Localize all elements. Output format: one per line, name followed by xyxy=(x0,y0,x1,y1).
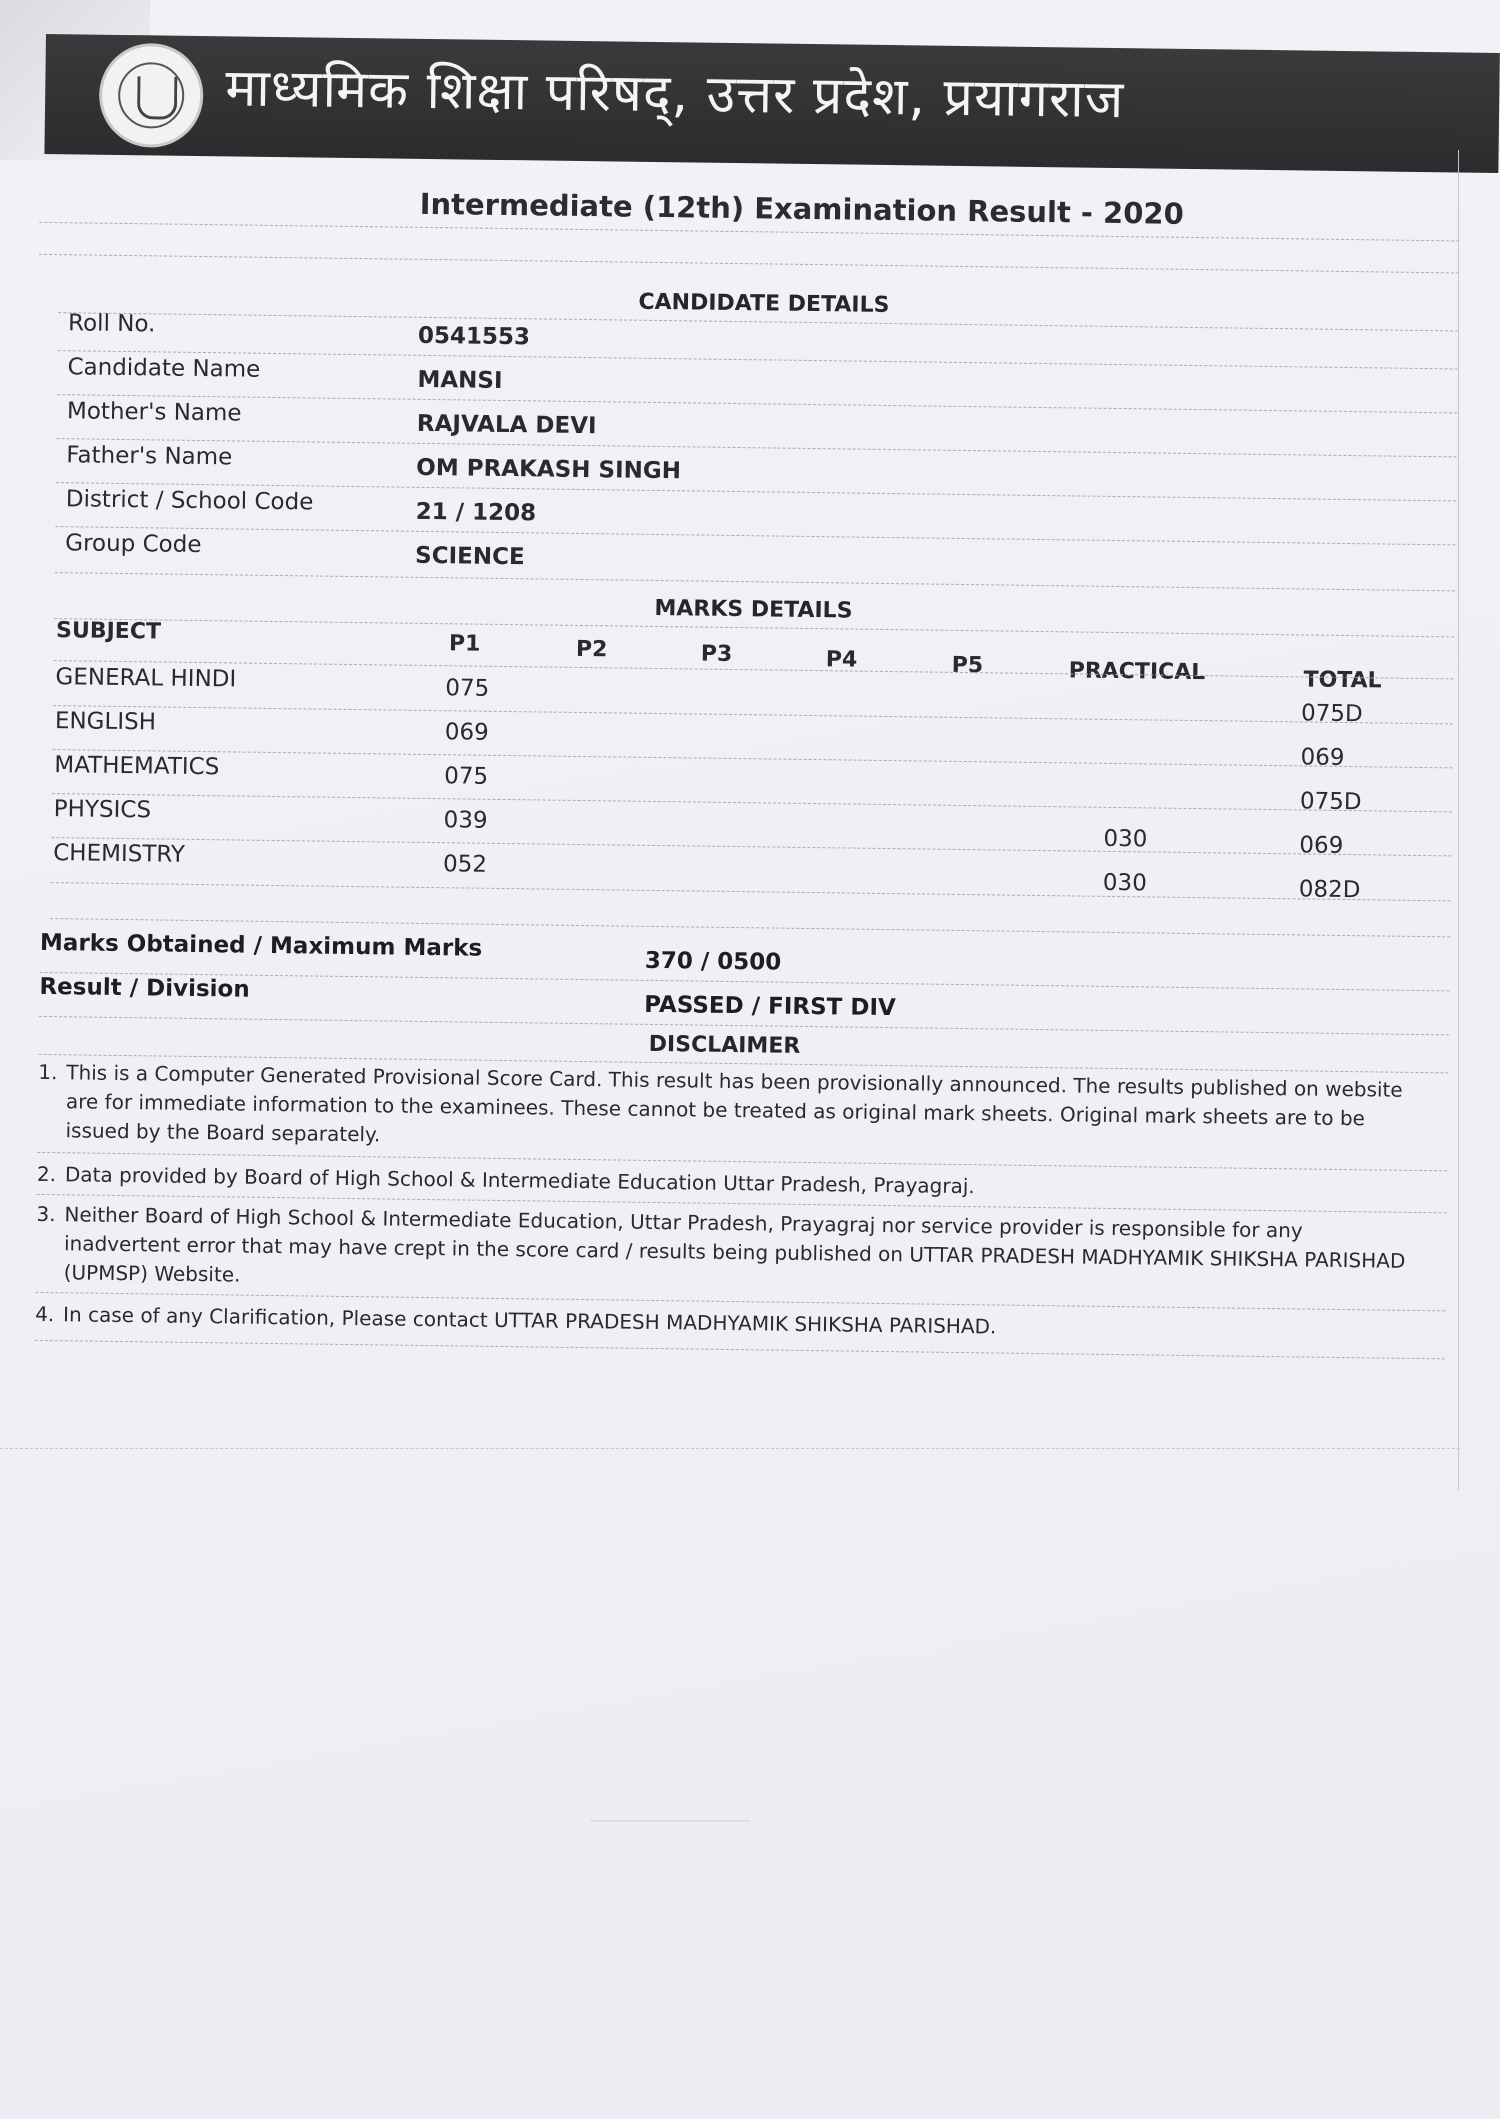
faint-signature-mark xyxy=(590,1720,750,1822)
practical-cell: 030 xyxy=(1103,825,1148,853)
subject-cell: PHYSICS xyxy=(53,796,152,824)
divider xyxy=(52,793,1452,812)
p1-cell: 075 xyxy=(445,675,490,702)
divider xyxy=(58,350,1458,369)
result-division-label: Result / Division xyxy=(39,973,250,1003)
disclaimer-text: This is a Computer Generated Provisional Score Card. This result has been provisionally announced. The results published on website are for immediate information to the examinees. These cannot be treated as original mark sheets. Original mark sheets are to be issued by the Board separately. xyxy=(65,1060,1403,1147)
mother-name-value: RAJVALA DEVI xyxy=(416,410,597,440)
group-code-label: Group Code xyxy=(65,530,202,559)
divider xyxy=(51,837,1451,856)
divider xyxy=(57,394,1457,413)
marks-obtained-value: 370 / 0500 xyxy=(644,947,782,976)
district-school-code-label: District / School Code xyxy=(65,486,314,516)
disclaimer-text: Data provided by Board of High School & Intermediate Education Uttar Pradesh, Prayagraj. xyxy=(64,1162,975,1199)
col-header-p3: P3 xyxy=(700,641,733,667)
page-frame-bottom xyxy=(0,1448,1460,1449)
board-name-hindi: माध्यमिक शिक्षा परिषद्, उत्तर प्रदेश, प्रयागराज xyxy=(224,58,1125,131)
subject-cell: MATHEMATICS xyxy=(54,752,220,781)
total-cell: 075D xyxy=(1299,788,1362,816)
divider xyxy=(53,705,1453,724)
col-header-subject: SUBJECT xyxy=(55,618,162,645)
p1-cell: 075 xyxy=(444,763,489,790)
disclaimer-item xyxy=(36,1200,1417,1305)
disclaimer-heading: DISCLAIMER xyxy=(648,1031,801,1059)
divider xyxy=(54,660,1454,679)
page-frame-right xyxy=(1458,150,1459,1490)
p1-cell: 052 xyxy=(442,851,488,878)
disclaimer-number: 3. xyxy=(36,1201,56,1227)
total-cell: 069 xyxy=(1300,744,1345,771)
disclaimer-number: 1. xyxy=(38,1059,58,1085)
disclaimer-number: 2. xyxy=(36,1161,57,1187)
subject-cell: GENERAL HINDI xyxy=(55,664,237,693)
col-header-p1: P1 xyxy=(448,631,481,657)
col-header-p4: P4 xyxy=(825,647,858,673)
district-school-code-value: 21 / 1208 xyxy=(415,498,537,527)
total-cell: 069 xyxy=(1299,832,1344,859)
divider xyxy=(39,254,1459,274)
father-name-label: Father's Name xyxy=(66,442,233,471)
divider xyxy=(53,749,1453,768)
divider xyxy=(57,438,1457,457)
practical-cell: 030 xyxy=(1102,869,1147,897)
total-cell: 082D xyxy=(1298,876,1361,904)
candidate-name-value: MANSI xyxy=(417,366,503,394)
candidate-details-heading: CANDIDATE DETAILS xyxy=(638,289,890,318)
subject-cell: CHEMISTRY xyxy=(53,840,186,868)
divider xyxy=(55,526,1455,545)
p1-cell: 039 xyxy=(443,807,488,834)
group-code-value: SCIENCE xyxy=(414,542,525,571)
col-header-practical: PRACTICAL xyxy=(1068,658,1206,686)
roll-no-value: 0541553 xyxy=(417,322,531,351)
subject-cell: ENGLISH xyxy=(54,708,157,736)
disclaimer-number: 4. xyxy=(34,1301,55,1327)
divider xyxy=(55,572,1455,591)
total-cell: 075D xyxy=(1300,700,1363,728)
p1-cell: 069 xyxy=(444,719,489,746)
page-title: Intermediate (12th) Examination Result - 2020 xyxy=(419,186,1184,231)
disclaimer-text: Neither Board of High School & Intermediate Education, Uttar Pradesh, Prayagraj nor service provider is responsible for any inadvertent error that may have crept in the score card / results being published on UTTAR PRADESH MADHYAMIK SHIKSHA PARISHAD (UPMSP) Website. xyxy=(63,1202,1406,1287)
result-division-value: PASSED / FIRST DIV xyxy=(644,991,896,1022)
marks-details-heading: MARKS DETAILS xyxy=(654,595,853,624)
col-header-p2: P2 xyxy=(575,636,608,663)
marks-obtained-label: Marks Obtained / Maximum Marks xyxy=(39,929,483,962)
father-name-value: OM PRAKASH SINGH xyxy=(416,454,682,485)
col-header-total: TOTAL xyxy=(1303,667,1382,694)
divider xyxy=(51,882,1451,901)
col-header-p5: P5 xyxy=(951,652,984,679)
disclaimer-item xyxy=(37,1058,1418,1163)
disclaimer-text: In case of any Clarification, Please contact UTTAR PRADESH MADHYAMIK SHIKSHA PARISHAD. xyxy=(62,1302,997,1339)
mother-name-label: Mother's Name xyxy=(66,398,242,427)
roll-no-label: Roll No. xyxy=(67,310,156,338)
candidate-name-label: Candidate Name xyxy=(67,354,261,383)
